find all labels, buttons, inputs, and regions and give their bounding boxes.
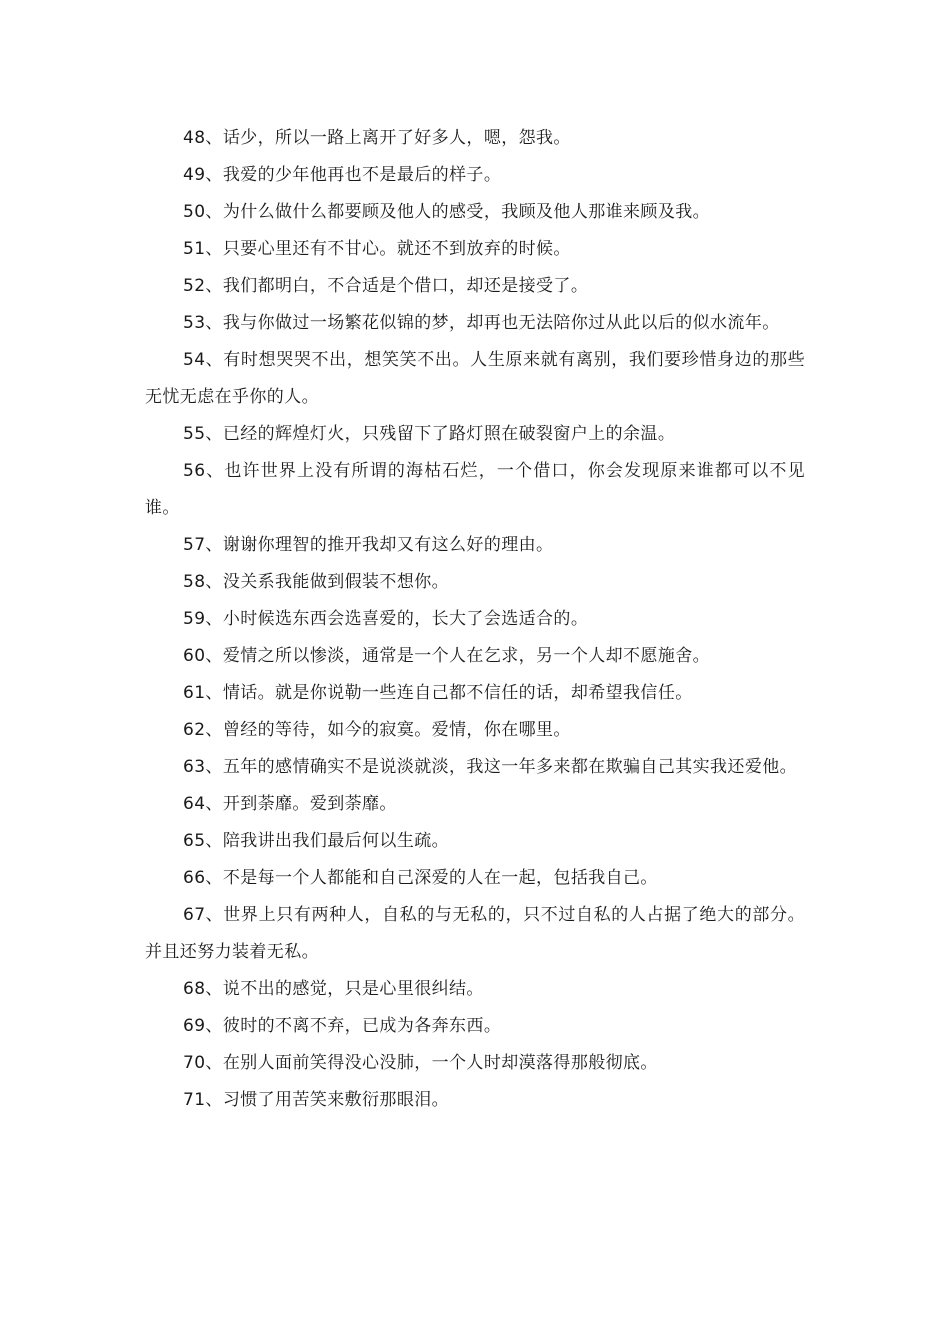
paragraph-55: 55、已经的辉煌灯火，只残留下了路灯照在破裂窗户上的余温。 (183, 424, 676, 444)
paragraph-49: 49、我爱的少年他再也不是最后的样子。 (183, 165, 502, 185)
paragraph-69: 69、彼时的不离不弃，已成为各奔东西。 (183, 1016, 502, 1036)
paragraph-64: 64、开到荼靡。爱到荼靡。 (183, 794, 397, 814)
paragraph-62: 62、曾经的等待，如今的寂寞。爱情，你在哪里。 (183, 720, 571, 740)
paragraph-67: 67、世界上只有两种人，自私的与无私的，只不过自私的人占据了绝大的部分。并且还努力装着无私。 (145, 905, 805, 962)
paragraph-71: 71、习惯了用苦笑来敷衍那眼泪。 (183, 1090, 450, 1110)
paragraph-70: 70、在别人面前笑得没心没肺，一个人时却漠落得那般彻底。 (183, 1053, 658, 1073)
paragraph-58: 58、没关系我能做到假装不想你。 (183, 572, 450, 592)
paragraph-63: 63、五年的感情确实不是说淡就淡，我这一年多来都在欺骗自己其实我还爱他。 (183, 757, 798, 777)
paragraph-60: 60、爱情之所以惨淡，通常是一个人在乞求，另一个人却不愿施舍。 (183, 646, 711, 666)
paragraph-61: 61、情话。就是你说勒一些连自己都不信任的话，却希望我信任。 (183, 683, 693, 703)
paragraph-52: 52、我们都明白，不合适是个借口，却还是接受了。 (183, 276, 589, 296)
paragraph-51: 51、只要心里还有不甘心。就还不到放弃的时候。 (183, 239, 571, 259)
paragraph-65: 65、陪我讲出我们最后何以生疏。 (183, 831, 450, 851)
paragraph-66: 66、不是每一个人都能和自己深爱的人在一起，包括我自己。 (183, 868, 658, 888)
paragraph-68: 68、说不出的感觉，只是心里很纠结。 (183, 979, 484, 999)
paragraph-56: 56、也许世界上没有所谓的海枯石烂，一个借口，你会发现原来谁都可以不见谁。 (145, 461, 805, 518)
paragraph-48: 48、话少，所以一路上离开了好多人，嗯，怨我。 (183, 128, 571, 148)
paragraph-59: 59、小时候选东西会选喜爱的，长大了会选适合的。 (183, 609, 589, 629)
paragraph-50: 50、为什么做什么都要顾及他人的感受，我顾及他人那谁来顾及我。 (183, 202, 711, 222)
paragraph-54: 54、有时想哭哭不出，想笑笑不出。人生原来就有离别，我们要珍惜身边的那些无忧无虑在乎你的人。 (145, 350, 805, 407)
paragraph-57: 57、谢谢你理智的推开我却又有这么好的理由。 (183, 535, 554, 555)
document-body (145, 120, 805, 1119)
paragraph-53: 53、我与你做过一场繁花似锦的梦，却再也无法陪你过从此以后的似水流年。 (183, 313, 780, 333)
